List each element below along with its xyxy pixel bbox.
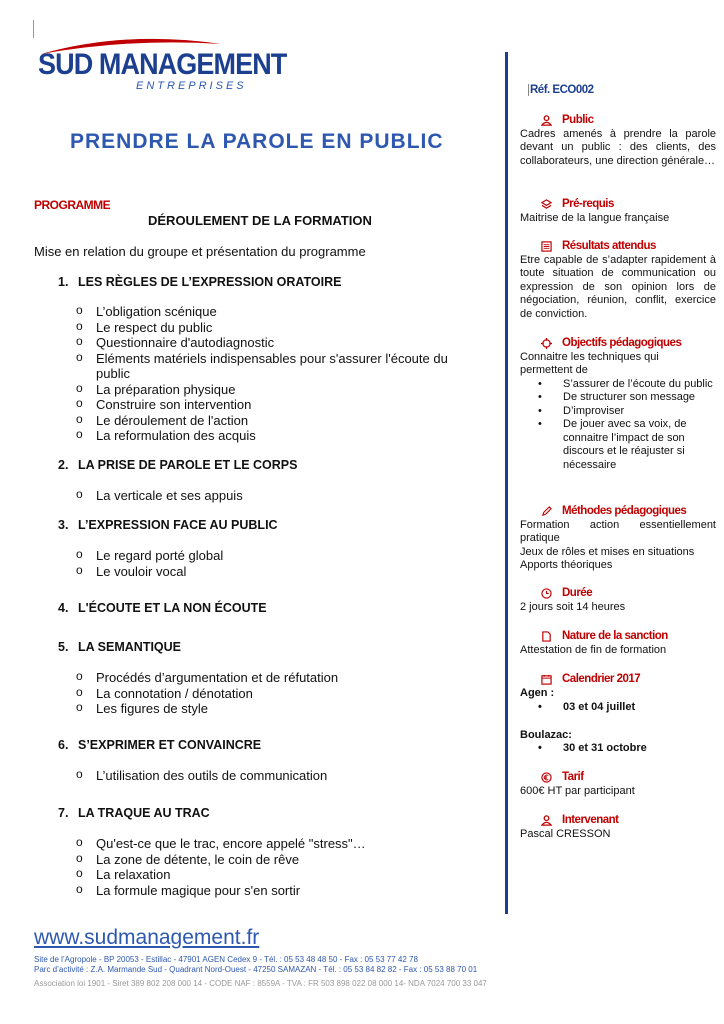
- list-item: o La connotation / dénotation: [76, 686, 466, 702]
- section-1-heading: 1. LES RÈGLES DE L’EXPRESSION ORATOIRE: [58, 275, 342, 289]
- list-item: • 30 et 31 octobre: [520, 742, 716, 756]
- euro-icon: [541, 772, 552, 783]
- sidebar-resultats: Résultats attendus Etre capable de s’adapter rapidement à toute situation de communication ou expression de son opinion lors de négociation, réunion, conflit, exercice de conviction.: [520, 240, 716, 320]
- section-5-heading: 5. LA SEMANTIQUE: [58, 640, 182, 654]
- logo-sub: ENTREPRISES: [136, 80, 247, 92]
- list-item: • De structurer son message: [520, 391, 716, 405]
- section-7-heading: 7. LA TRAQUE AU TRAC: [58, 806, 210, 820]
- section-2-list: [76, 488, 466, 504]
- pencil-icon: [541, 506, 552, 517]
- list-item: o La reformulation des acquis: [76, 428, 466, 444]
- list-item: o La préparation physique: [76, 382, 466, 398]
- list-item: o Procédés d’argumentation et de réfutation: [76, 670, 466, 686]
- list-item: o La relaxation: [76, 867, 466, 883]
- list-item: o Questionnaire d'autodiagnostic: [76, 335, 466, 351]
- page-title: PRENDRE LA PAROLE EN PUBLIC: [70, 130, 444, 153]
- list-item: o Les figures de style: [76, 701, 466, 717]
- list-item: o Le vouloir vocal: [76, 564, 466, 580]
- section-4-heading: 4. L'ÉCOUTE ET LA NON ÉCOUTE: [58, 601, 267, 615]
- list-item: o Eléments matériels indispensables pour s'assurer l'écoute du public: [76, 351, 466, 382]
- sidebar-prerequis: Pré-requis Maitrise de la langue française: [520, 198, 670, 224]
- person-icon: [541, 115, 552, 126]
- section-6-list: [76, 768, 466, 784]
- person-icon: [541, 815, 552, 826]
- calendar-icon: [541, 674, 552, 685]
- section-3-list: [76, 548, 466, 579]
- list-item: o L’utilisation des outils de communication: [76, 768, 466, 784]
- sidebar-methodes: Méthodes pédagogiques Formation action essentiellement pratique Jeux de rôles et mises en situations Apports théoriques: [520, 505, 716, 571]
- list-item: o Le déroulement de l'action: [76, 413, 466, 429]
- sidebar-calendrier: Calendrier 2017 Agen : • 03 et 04 juillet Boulazac: • 30 et 31 octobre: [520, 673, 716, 756]
- list-item: • De jouer avec sa voix, de connaitre l’impact de son discours et le réajuster si nécessaire: [520, 418, 716, 472]
- clock-icon: [541, 588, 552, 599]
- sidebar-tarif: Tarif 600€ HT par participant: [520, 771, 635, 797]
- list-item: o L’obligation scénique: [76, 304, 466, 320]
- sidebar-duree: Durée 2 jours soit 14 heures: [520, 587, 626, 613]
- list-item: • 03 et 04 juillet: [520, 701, 716, 715]
- programme-label: PROGRAMME: [34, 198, 111, 212]
- footer-address-1: Site de l’Agropole - BP 20053 - Estillac - 47901 AGEN Cedex 9 - Tél. : 05 53 48 48 50 - Fax : 05 53 77 42 78: [34, 955, 418, 964]
- list-item: o La zone de détente, le coin de rêve: [76, 852, 466, 868]
- section-2-heading: 2. LA PRISE DE PAROLE ET LE CORPS: [58, 458, 298, 472]
- list-item: o Construire son intervention: [76, 397, 466, 413]
- list-item: • S’assurer de l’écoute du public: [520, 378, 716, 392]
- sidebar-objectifs: Objectifs pédagogiques Connaitre les techniques qui permettent de • S’assurer de l’écoute du public • De structurer son message • D’improviser • De jouer avec sa voix, de connaitre l’impact de son discours et le réajuster si nécessaire: [520, 337, 716, 472]
- list-item: • D’improviser: [520, 405, 716, 419]
- document-list-icon: [541, 241, 552, 252]
- sidebar-divider: [505, 52, 508, 914]
- footer-legal: Association loi 1901 - Siret 389 802 208 000 14 - CODE NAF : 8559A - TVA : FR 503 898 022 08 000 14- NDA 7024 700 33 047: [34, 979, 487, 988]
- list-item: o La verticale et ses appuis: [76, 488, 466, 504]
- logo-main: SUD MANAGEMENT: [38, 48, 287, 81]
- list-item: o Qu'est-ce que le trac, encore appelé "stress"…: [76, 836, 466, 852]
- list-item: o Le regard porté global: [76, 548, 466, 564]
- section-6-heading: 6. S’EXPRIMER ET CONVAINCRE: [58, 738, 262, 752]
- reference-code: Réf. ECO002: [530, 84, 594, 96]
- website-link[interactable]: www.sudmanagement.fr: [34, 926, 260, 949]
- section-3-heading: 3. L’EXPRESSION FACE AU PUBLIC: [58, 518, 278, 532]
- objectifs-list: [520, 378, 716, 473]
- intro-text: Mise en relation du groupe et présentation du programme: [34, 244, 366, 259]
- sidebar-public: Public Cadres amenés à prendre la parole devant un public : des clients, des collaborateurs, une direction générale…: [520, 114, 716, 167]
- file-icon: [541, 631, 552, 642]
- section-1-list: [76, 304, 466, 444]
- section-7-list: [76, 836, 466, 898]
- target-icon: [541, 338, 552, 349]
- section-5-list: [76, 670, 466, 717]
- sidebar-sanction: Nature de la sanction Attestation de fin de formation: [520, 630, 668, 656]
- text-cursor: [33, 20, 34, 38]
- layers-icon: [541, 199, 552, 210]
- list-item: o Le respect du public: [76, 320, 466, 336]
- list-item: o La formule magique pour s'en sortir: [76, 883, 466, 899]
- sidebar-intervenant: Intervenant Pascal CRESSON: [520, 814, 619, 840]
- deroulement-heading: DÉROULEMENT DE LA FORMATION: [148, 213, 372, 228]
- footer-address-2: Parc d’activité : Z.A. Marmande Sud - Quadrant Nord-Ouest - 47250 SAMAZAN - Tél. : 05 53 84 82 82 - Fax : 05 53 88 70 01: [34, 965, 478, 974]
